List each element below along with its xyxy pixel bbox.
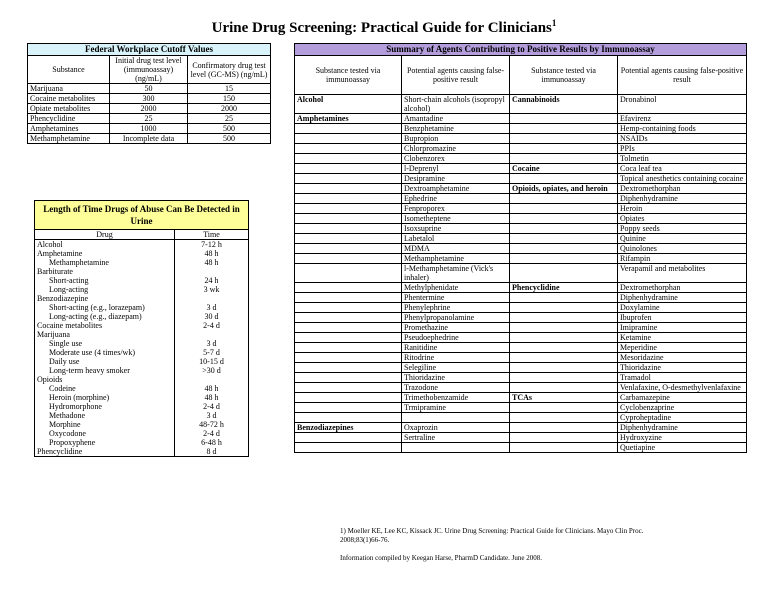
agent-cell: Phentermine [402,293,510,303]
substance-cell [510,234,618,244]
agent-cell: Quetiapine [618,443,747,453]
agent-cell: Trmipramine [402,403,510,413]
substance-cell [510,443,618,453]
agent-cell: Bupropion [402,134,510,144]
time-cell: 48 h [175,258,249,267]
table-row [295,433,747,443]
substance-cell: Opiate metabolites [28,104,110,114]
substance-cell [510,124,618,134]
time-cell: 6-48 h [175,438,249,447]
substance-cell [510,114,618,124]
table-row [295,194,747,204]
substance-cell: Phencyclidine [28,114,110,124]
time-cell [175,267,249,276]
substance-cell [295,154,402,164]
time-cell: 30 d [175,312,249,321]
agent-cell: Hemp-containing foods [618,124,747,134]
table-row [295,443,747,453]
cutoff-values-table [27,43,271,144]
time-cell: 3 d [175,411,249,420]
table-row [35,303,249,312]
table-row [295,363,747,373]
agent-cell: Methylphenidate [402,283,510,293]
table-row [35,366,249,375]
table-row [295,393,747,403]
col-substance-tested-2: Substance tested via immunoassay [510,56,618,95]
time-cell: >30 d [175,366,249,375]
agent-cell: Dextroamphetamine [402,184,510,194]
substance-cell [510,194,618,204]
agent-cell: Coca leaf tea [618,164,747,174]
time-cell: 5-7 d [175,348,249,357]
time-cell: 48 h [175,249,249,258]
substance-cell [295,383,402,393]
substance-cell: Methamphetamine [28,134,110,144]
agent-cell: Mesoridazine [618,353,747,363]
substance-cell: TCAs [510,393,618,403]
agent-cell: Selegiline [402,363,510,373]
agent-cell: Ketamine [618,333,747,343]
substance-cell [295,214,402,224]
table-row [28,104,271,114]
drug-cell: Phencyclidine [35,447,175,457]
substance-cell [510,224,618,234]
table-row [295,423,747,433]
substance-cell [295,403,402,413]
table-row [295,95,747,114]
agent-cell: Cyproheptadine [618,413,747,423]
table-row [295,323,747,333]
agent-cell: Oxaprozin [402,423,510,433]
drug-cell: Cocaine metabolites [35,321,175,330]
drug-cell: Benzodiazepine [35,294,175,303]
drug-cell: Methadone [35,411,175,420]
agent-cell: Phenylephrine [402,303,510,313]
substance-cell [510,254,618,264]
substance-cell [295,333,402,343]
agent-cell [402,443,510,453]
agent-cell: Quinine [618,234,747,244]
agent-cell: l-Methamphetamine (Vick's inhaler) [402,264,510,283]
agent-cell: Chlorpromazine [402,144,510,154]
confirmatory-level-cell: 15 [188,84,271,94]
table-row [295,184,747,194]
agent-cell: Benzphetamine [402,124,510,134]
table-row [35,384,249,393]
substance-cell [295,353,402,363]
substance-cell [295,164,402,174]
substance-cell [510,313,618,323]
time-cell: 3 wk [175,285,249,294]
agent-cell: Thioridazine [402,373,510,383]
agent-cell: Promethazine [402,323,510,333]
substance-cell: Cocaine metabolites [28,94,110,104]
agent-cell: Cyclobenzaprine [618,403,747,413]
initial-level-cell: 1000 [110,124,188,134]
table-row [295,244,747,254]
agent-cell: Diphenhydramine [618,293,747,303]
substance-cell [295,343,402,353]
confirmatory-level-cell: 25 [188,114,271,124]
drug-cell: Oxycodone [35,429,175,438]
agent-cell: Methamphetamine [402,254,510,264]
substance-cell [295,283,402,293]
substance-cell [510,174,618,184]
false-positive-agents-table [294,43,747,453]
table-row [35,312,249,321]
table-row [35,438,249,447]
agent-cell: Amantadine [402,114,510,124]
drug-cell: Morphine [35,420,175,429]
col-confirmatory-level: Confirmatory drug test level (GC-MS) (ng/mL) [188,56,271,84]
substance-cell: Cannabinoids [510,95,618,114]
agent-cell: Fenproporex [402,204,510,214]
substance-cell [295,194,402,204]
agent-cell: Poppy seeds [618,224,747,234]
agent-cell: Trimethobenzamide [402,393,510,403]
substance-cell [510,413,618,423]
substance-cell [295,144,402,154]
table-row [295,264,747,283]
footnote: 1) Moeller KE, Lee KC, Kissack JC. Urine Drug Screening: Practical Guide for Clinicians. Mayo Clin Proc. 2008;83(1)66-76. [340,527,644,544]
detection-table-heading: Length of Time Drugs of Abuse Can Be Detected in Urine [35,201,249,230]
substance-cell [295,393,402,403]
substance-cell [510,333,618,343]
col-potential-agents-1: Potential agents causing false-positive result [402,56,510,95]
drug-cell: Moderate use (4 times/wk) [35,348,175,357]
drug-cell: Long-acting [35,285,175,294]
substance-cell [295,323,402,333]
time-cell: 24 h [175,276,249,285]
table-row [295,303,747,313]
table-row [295,234,747,244]
substance-cell [295,264,402,283]
agent-cell: Dextromethorphan [618,184,747,194]
agent-cell: Heroin [618,204,747,214]
drug-cell: Heroin (morphine) [35,393,175,402]
substance-cell [510,353,618,363]
table-row [35,276,249,285]
drug-cell: Short-acting (e.g., lorazepam) [35,303,175,312]
agent-cell: Tolmetin [618,154,747,164]
table-row [35,348,249,357]
agent-cell: Carbamazepine [618,393,747,403]
agent-cell: Opiates [618,214,747,224]
agent-cell: Imipramine [618,323,747,333]
agent-cell: Hydroxyzine [618,433,747,443]
table-row [295,224,747,234]
substance-cell [510,144,618,154]
agent-cell: Pseudoephedrine [402,333,510,343]
table-row [35,411,249,420]
agent-cell: l-Deprenyl [402,164,510,174]
substance-cell [295,174,402,184]
agent-cell: Topical anesthetics containing cocaine [618,174,747,184]
substance-cell [510,154,618,164]
agent-cell: Diphenhydramine [618,423,747,433]
page-title: Urine Drug Screening: Practical Guide for Clinicians$^1$ [211,18,557,36]
time-cell: 2-4 d [175,402,249,411]
detection-time-table [34,200,249,457]
drug-cell: Codeine [35,384,175,393]
substance-cell [295,313,402,323]
substance-cell [295,443,402,453]
substance-cell: Amphetamines [28,124,110,134]
agent-cell: Sertraline [402,433,510,443]
agent-cell: Verapamil and metabolites [618,264,747,283]
table-row [295,254,747,264]
confirmatory-level-cell: 500 [188,124,271,134]
table-row [35,258,249,267]
time-cell [175,330,249,339]
col-substance-tested-1: Substance tested via immunoassay [295,56,402,95]
agent-cell: Efavirenz [618,114,747,124]
time-cell: 8 d [175,447,249,457]
time-cell: 2-4 d [175,429,249,438]
drug-cell: Long-acting (e.g., diazepam) [35,312,175,321]
agent-cell: Isoxsuprine [402,224,510,234]
agent-cell: MDMA [402,244,510,254]
substance-cell [510,363,618,373]
substance-cell [295,373,402,383]
table-row [295,293,747,303]
table-row [35,321,249,330]
time-cell: 10-15 d [175,357,249,366]
substance-cell [295,254,402,264]
drug-cell: Marijuana [35,330,175,339]
table-row [295,383,747,393]
agent-cell: Labetalol [402,234,510,244]
agent-cell: Dextromethorphan [618,283,747,293]
substance-cell [510,423,618,433]
agent-cell: Clobenzorex [402,154,510,164]
table-row [35,429,249,438]
substance-cell [295,363,402,373]
substance-cell [295,224,402,234]
col-substance: Substance [28,56,110,84]
substance-cell [510,303,618,313]
time-cell: 48 h [175,384,249,393]
table-row [295,353,747,363]
agent-cell: Rifampin [618,254,747,264]
substance-cell [510,264,618,283]
substance-cell: Phencyclidine [510,283,618,293]
agent-cell: Ranitidine [402,343,510,353]
table-row [295,154,747,164]
substance-cell [510,323,618,333]
substance-cell [295,433,402,443]
substance-cell: Opioids, opiates, and heroin [510,184,618,194]
table-row [35,402,249,411]
table-row [295,134,747,144]
table-row [295,413,747,423]
table-row [295,204,747,214]
table-row [28,134,271,144]
table-row [35,339,249,348]
agent-cell [402,413,510,423]
substance-cell: Amphetamines [295,114,402,124]
drug-cell: Hydromorphone [35,402,175,411]
table-row [35,240,249,250]
col-time: Time [175,230,249,240]
agent-cell: Meperidine [618,343,747,353]
initial-level-cell: 2000 [110,104,188,114]
table-row [28,124,271,134]
agent-cell: Doxylamine [618,303,747,313]
table-row [35,420,249,429]
table-row [295,124,747,134]
agent-cell: Phenylpropanolamine [402,313,510,323]
agent-cell: Ephedrine [402,194,510,204]
confirmatory-level-cell: 150 [188,94,271,104]
table-row [295,214,747,224]
col-drug: Drug [35,230,175,240]
substance-cell [295,184,402,194]
table-row [295,343,747,353]
table-row [28,94,271,104]
time-cell: 3 d [175,339,249,348]
substance-cell [510,204,618,214]
time-cell [175,375,249,384]
agent-cell: Diphenhydramine [618,194,747,204]
col-potential-agents-2: Potential agents causing false-positive result [618,56,747,95]
substance-cell [295,413,402,423]
substance-cell [295,204,402,214]
substance-cell [295,303,402,313]
agent-cell: Ibuprofen [618,313,747,323]
cutoff-table-heading: Federal Workplace Cutoff Values [28,44,271,56]
table-row [295,144,747,154]
table-row [35,294,249,303]
table-row [35,330,249,339]
table-row [35,357,249,366]
table-row [295,164,747,174]
table-row [35,447,249,457]
time-cell: 48-72 h [175,420,249,429]
agent-cell: Desipramine [402,174,510,184]
agent-cell: Dronabinol [618,95,747,114]
table-row [295,313,747,323]
agent-cell: Ritodrine [402,353,510,363]
drug-cell: Daily use [35,357,175,366]
time-cell: 48 h [175,393,249,402]
substance-cell [510,214,618,224]
confirmatory-level-cell: 2000 [188,104,271,114]
drug-cell: Single use [35,339,175,348]
table-row [295,333,747,343]
substance-cell [510,244,618,254]
initial-level-cell: 50 [110,84,188,94]
table-row [35,249,249,258]
time-cell [175,294,249,303]
drug-cell: Short-acting [35,276,175,285]
drug-cell: Amphetamine [35,249,175,258]
agent-cell: Short-chain alcohols (isopropyl alcohol) [402,95,510,114]
substance-cell [295,134,402,144]
table-row [295,114,747,124]
table-row [295,403,747,413]
credit-line: Information compiled by Keegan Harse, PharmD Candidate. June 2008. [340,554,542,562]
substance-cell: Benzodiazepines [295,423,402,433]
time-cell: 7-12 h [175,240,249,250]
table-row [28,84,271,94]
agent-cell: Trazodone [402,383,510,393]
substance-cell [510,134,618,144]
time-cell: 3 d [175,303,249,312]
table-row [35,267,249,276]
agent-cell: NSAIDs [618,134,747,144]
substance-cell [295,124,402,134]
agent-cell: Tramadol [618,373,747,383]
initial-level-cell: 300 [110,94,188,104]
substance-cell [510,373,618,383]
drug-cell: Opioids [35,375,175,384]
agent-cell: Thioridazine [618,363,747,373]
agents-table-heading: Summary of Agents Contributing to Positive Results by Immunoassay [295,44,747,56]
substance-cell [510,383,618,393]
substance-cell [510,293,618,303]
agent-cell: Venlafaxine, O-desmethylvenlafaxine [618,383,747,393]
substance-cell [510,403,618,413]
substance-cell [295,244,402,254]
confirmatory-level-cell: 500 [188,134,271,144]
drug-cell: Propoxyphene [35,438,175,447]
initial-level-cell: Incomplete data [110,134,188,144]
agent-cell: PPIs [618,144,747,154]
substance-cell: Cocaine [510,164,618,174]
drug-cell: Barbiturate [35,267,175,276]
substance-cell [510,433,618,443]
table-row [35,393,249,402]
time-cell: 2-4 d [175,321,249,330]
initial-level-cell: 25 [110,114,188,124]
substance-cell: Marijuana [28,84,110,94]
substance-cell [510,343,618,353]
col-initial-level: Initial drug test level (immunoassay) (ng/mL) [110,56,188,84]
substance-cell [295,293,402,303]
drug-cell: Long-term heavy smoker [35,366,175,375]
table-row [295,174,747,184]
substance-cell: Alcohol [295,95,402,114]
agent-cell: Isometheptene [402,214,510,224]
table-row [295,283,747,293]
table-row [295,373,747,383]
table-row [28,114,271,124]
table-row [35,375,249,384]
drug-cell: Alcohol [35,240,175,250]
table-row [35,285,249,294]
agent-cell: Quinolones [618,244,747,254]
drug-cell: Methamphetamine [35,258,175,267]
substance-cell [295,234,402,244]
